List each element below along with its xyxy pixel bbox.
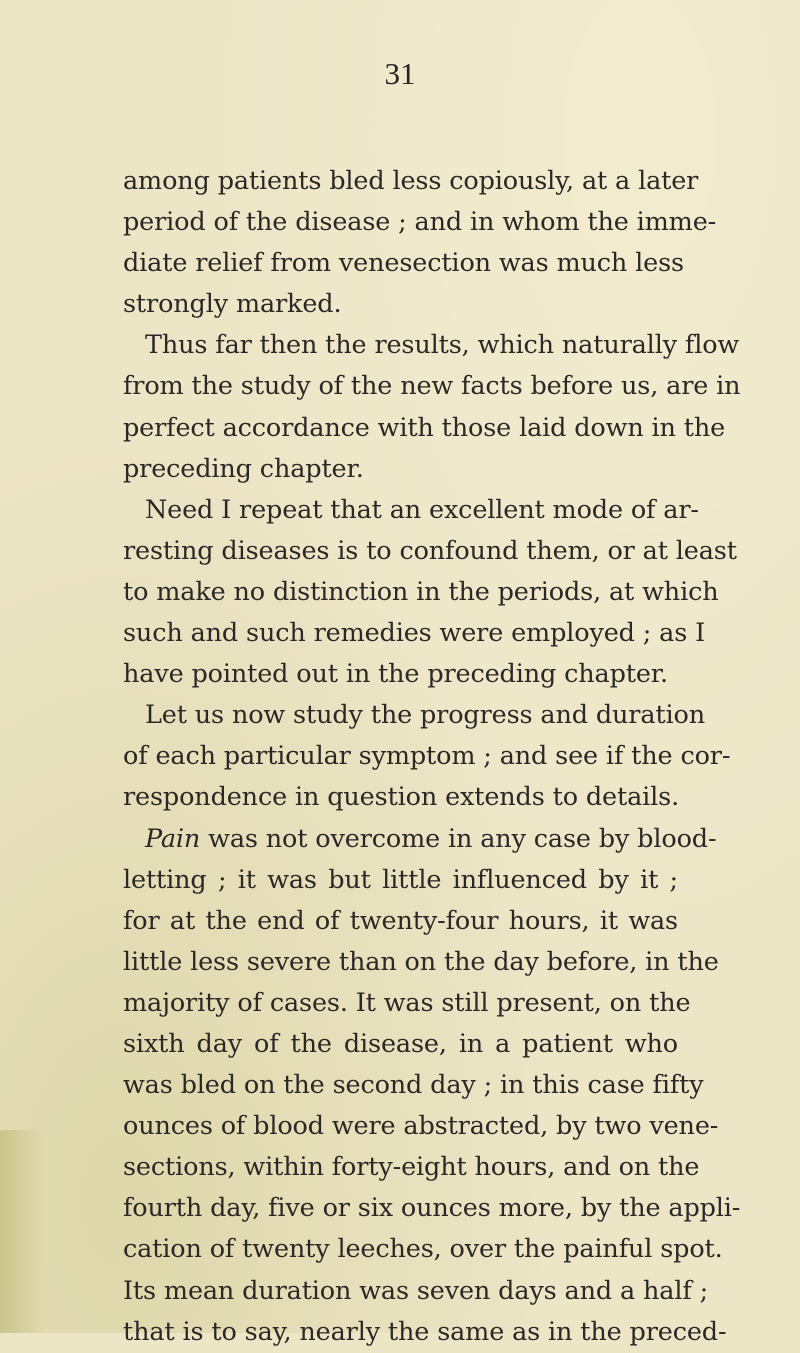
text-line: perfect accordance with those laid down in the xyxy=(123,412,726,443)
line-text: was not overcome in any case by blood- xyxy=(200,823,717,854)
text-line: of each particular symptom ; and see if the cor- xyxy=(123,741,731,772)
page-number: 31 xyxy=(384,56,416,91)
paragraph-start-line: Need I repeat that an excellent mode of ar- xyxy=(145,494,699,525)
text-line: among patients bled less copiously, at a later xyxy=(123,166,699,196)
text-line: preceding chapter. xyxy=(123,453,364,484)
italic-word: Pain xyxy=(145,823,201,854)
text-line: for at the end of twenty-four hours, it was xyxy=(123,905,678,936)
text-line: sixth day of the disease, in a patient who xyxy=(123,1028,678,1059)
paragraph-start-line: Thus far then the results, which naturally flow xyxy=(145,330,740,361)
paragraph-start-line: Let us now study the progress and duration xyxy=(145,700,705,731)
text-line: strongly marked. xyxy=(123,289,342,320)
text-line: little less severe than on the day before, in the xyxy=(123,946,719,977)
text-line: fourth day, five or six ounces more, by the appli- xyxy=(123,1193,741,1224)
text-line: respondence in question extends to details. xyxy=(123,782,680,813)
text-line: resting diseases is to confound them, or at least xyxy=(123,535,737,566)
text-line: diate relief from venesection was much less xyxy=(123,248,684,279)
text-line: Its mean duration was seven days and a half ; xyxy=(123,1275,709,1306)
text-line: was bled on the second day ; in this case fifty xyxy=(123,1070,704,1101)
text-line: letting ; it was but little influenced by it ; xyxy=(123,864,678,895)
text-line: that is to say, nearly the same as in the preced- xyxy=(123,1316,727,1347)
text-line: majority of cases. It was still present, on the xyxy=(123,987,691,1018)
text-line: from the study of the new facts before us, are in xyxy=(123,371,741,402)
page-stain xyxy=(0,1130,46,1333)
text-line: such and such remedies were employed ; as I xyxy=(123,618,706,649)
text-line: ounces of blood were abstracted, by two vene- xyxy=(123,1111,719,1142)
text-line: have pointed out in the preceding chapter. xyxy=(123,659,669,690)
body-text xyxy=(123,161,741,1353)
paragraph-start-line xyxy=(123,819,717,860)
text-line: period of the disease ; and in whom the imme- xyxy=(123,207,717,238)
text-line: sections, within forty-eight hours, and on the xyxy=(123,1152,700,1183)
text-line: cation of twenty leeches, over the painful spot. xyxy=(123,1234,723,1265)
text-line: to make no distinction in the periods, at which xyxy=(123,576,719,607)
